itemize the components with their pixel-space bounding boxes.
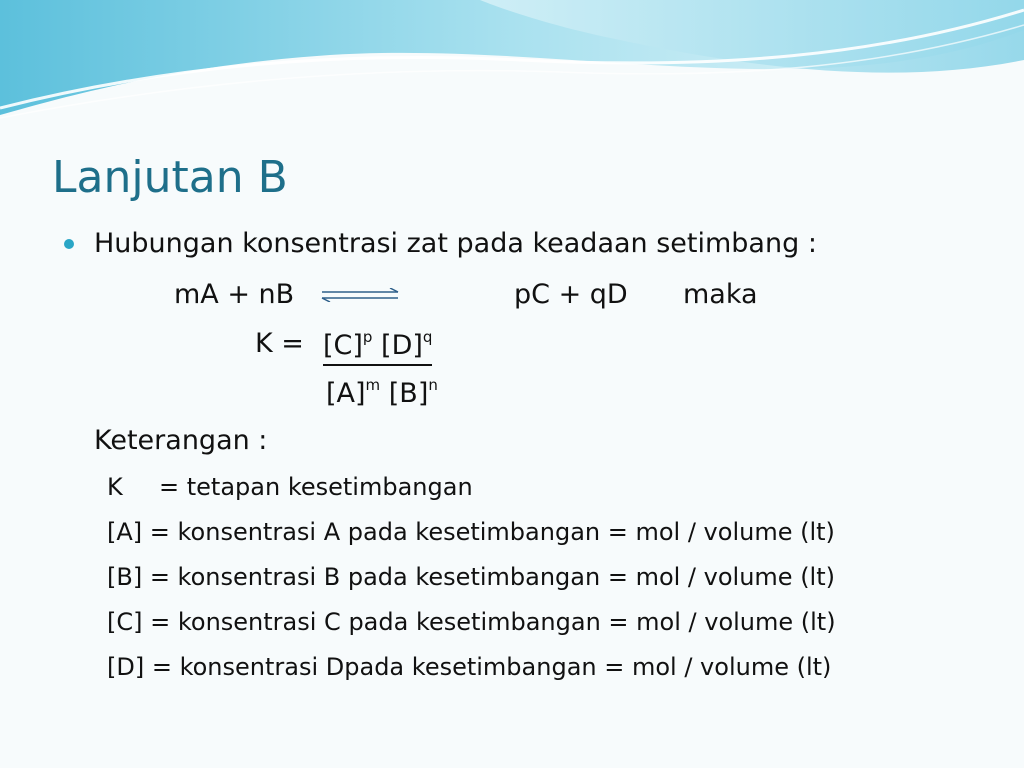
keterangan-d: [D] = konsentrasi Dpada kesetimbangan = mol / volume (lt) xyxy=(107,653,832,681)
slide-title: Lanjutan B xyxy=(52,152,288,203)
k-numerator xyxy=(323,330,432,359)
denominator-b-exponent: n xyxy=(428,376,438,394)
denominator-b: [B] xyxy=(388,378,429,409)
keterangan-heading: Keterangan : xyxy=(94,425,268,456)
numerator-c-exponent: p xyxy=(362,328,373,346)
keterangan-c: [C] = konsentrasi C pada kesetimbangan = mol / volume (lt) xyxy=(107,608,836,636)
equilibrium-double-arrow-icon xyxy=(318,288,402,302)
bullet-icon xyxy=(64,239,74,249)
equation-products: pC + qD xyxy=(514,279,628,310)
keterangan-b: [B] = konsentrasi B pada kesetimbangan = mol / volume (lt) xyxy=(107,563,835,591)
numerator-d: [D] xyxy=(381,330,423,361)
numerator-d-exponent: q xyxy=(422,328,433,346)
denominator-a-exponent: m xyxy=(365,376,381,394)
denominator-a: [A] xyxy=(326,378,366,409)
numerator-c: [C] xyxy=(323,330,363,361)
k-denominator xyxy=(326,378,438,407)
k-label: K = xyxy=(255,328,304,359)
header-wave-decoration xyxy=(0,0,1024,140)
bullet-text: Hubungan konsentrasi zat pada keadaan setimbang : xyxy=(94,228,817,259)
k-numerator-underline xyxy=(323,330,432,366)
keterangan-k-symbol: K xyxy=(107,473,123,501)
keterangan-k-definition: = tetapan kesetimbangan xyxy=(159,473,473,501)
keterangan-a: [A] = konsentrasi A pada kesetimbangan = mol / volume (lt) xyxy=(107,518,835,546)
equation-reactants: mA + nB xyxy=(174,279,295,310)
equation-maka: maka xyxy=(683,279,758,310)
